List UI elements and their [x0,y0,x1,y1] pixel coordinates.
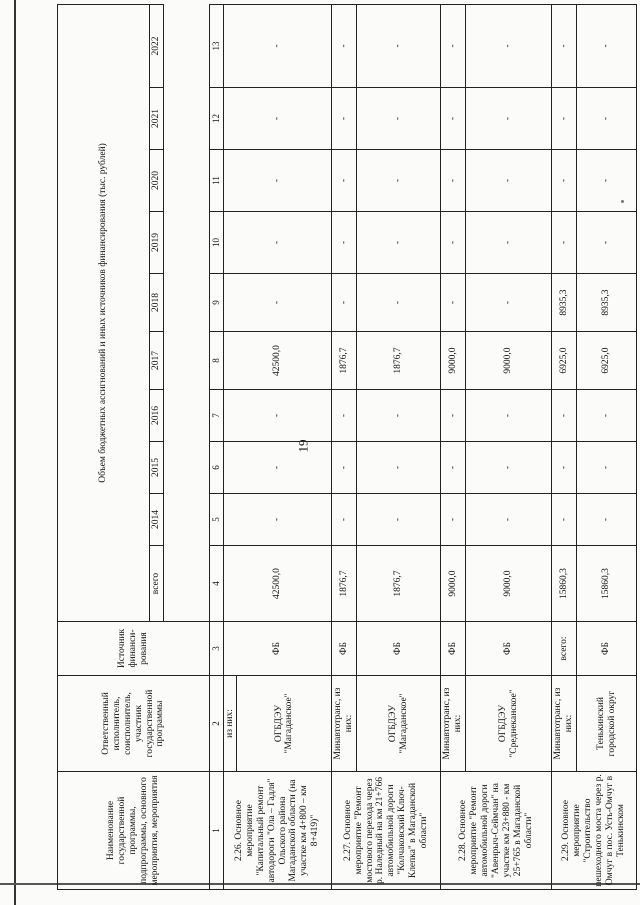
row-value: - [441,494,466,546]
row-value: 6925,0 [552,332,577,390]
table-row-summary [441,4,466,889]
rotated-table-container [57,5,637,890]
header-year: 2019 [150,212,164,274]
row-value: - [552,442,577,494]
row-value: - [441,4,466,87]
row-executor: Тенькинский городской округ [577,676,637,772]
row-value: - [441,88,466,150]
row-source: ФБ [577,622,637,676]
column-number-row [210,4,223,889]
row-value: 1876,7 [357,332,441,390]
row-value: - [552,212,577,274]
row-value: - [332,442,357,494]
row-value: - [577,390,637,442]
row-value: - [332,212,357,274]
table-row [466,4,552,889]
header-executor: Ответственный исполнитель, соисполнитель, участник государственной программы [58,676,210,772]
column-number: 7 [210,390,223,442]
column-number: 9 [210,274,223,332]
row-source: ФБ [332,622,357,676]
header-year: 2017 [150,332,164,390]
binding-edge-line [14,0,16,905]
row-value: - [441,212,466,274]
table-row-summary [552,4,577,889]
row-value: 1876,7 [332,546,357,622]
row-value: 9000,0 [466,332,552,390]
row-value: - [332,4,357,87]
table-row [357,4,441,889]
row-executor: Минавтотранс, из них: [332,676,357,772]
row-value: 15860,3 [577,546,637,622]
row-value: - [223,274,332,332]
row-executor: ОГБДЭУ "Среднеканское" [466,676,552,772]
row-value: - [441,390,466,442]
row-value: - [357,494,441,546]
row-value: - [332,88,357,150]
column-number: 10 [210,212,223,274]
column-number: 6 [210,442,223,494]
row-value: 9000,0 [441,332,466,390]
row-value: - [223,88,332,150]
row-value: - [552,494,577,546]
row-value: 8935,3 [577,274,637,332]
row-value: - [357,274,441,332]
header-name: Наименование государственной программы, подпрограммы, основного мероприятия, мероприятия [58,772,210,890]
row-name: 2.27. Основное мероприятие "Ремонт мостового перехода через р. Наледный на км 21+766 автомобильной дороги "Колчаковский Ключ-Клепка" в Магаданской области" [332,772,441,890]
row-value: - [223,442,332,494]
header-row-1 [58,4,150,889]
column-number: 8 [210,332,223,390]
header-year: 2014 [150,494,164,546]
row-source: всего: [552,622,577,676]
row-value: - [577,442,637,494]
row-value: 15860,3 [552,546,577,622]
row-value: - [552,4,577,87]
row-value: - [441,442,466,494]
column-number: 13 [210,4,223,87]
row-value: - [332,494,357,546]
row-value: - [552,88,577,150]
row-value: 42500,0 [223,546,332,622]
row-value: - [223,4,332,87]
row-source: ФБ [466,622,552,676]
header-source: Источник финанси-рования [58,622,210,676]
row-value: - [357,212,441,274]
header-year: 2021 [150,88,164,150]
row-name: 2.29. Основное мероприятие "Строительство пешеходного моста через р. Омчуг в пос. Усть-Омчуг в Тенькинском [552,772,637,890]
row-executor: Минавтотранс, из них: [441,676,466,772]
header-year: 2018 [150,274,164,332]
row-source: ФБ [441,622,466,676]
row-value: 1876,7 [332,332,357,390]
row-value: - [357,442,441,494]
row-value: - [466,4,552,87]
row-executor: ОГБДЭУ "Магаданское" [357,676,441,772]
row-executor: Минавтотранс, из них: [552,676,577,772]
row-value: - [223,494,332,546]
row-value: 9000,0 [441,546,466,622]
row-value: - [357,4,441,87]
column-number: 11 [210,150,223,212]
row-source: ФБ [223,622,332,676]
row-executor: ОГБДЭУ "Магаданское" [237,676,332,772]
row-value: 8935,3 [552,274,577,332]
table-row-summary [332,4,357,889]
row-value: - [441,274,466,332]
row-value: 1876,7 [357,546,441,622]
row-value: - [577,150,637,212]
header-year: 2020 [150,150,164,212]
row-value: - [223,150,332,212]
row-executor: из них: [223,676,237,772]
header-year: 2022 [150,4,164,87]
column-number: 12 [210,88,223,150]
row-value: 6925,0 [577,332,637,390]
row-value: - [357,88,441,150]
row-value: - [223,212,332,274]
row-value: - [466,150,552,212]
column-number: 5 [210,494,223,546]
row-value: - [332,150,357,212]
row-name: 2.28. Основное мероприятие "Ремонт автомобильной дороги "Авенрыч-Сеймчан" на участке км 23+880 - км 25+765 в Магаданской области" [441,772,552,890]
row-value: - [552,150,577,212]
header-total: всего [150,546,164,622]
row-value: - [466,274,552,332]
table-row [577,4,637,889]
column-number: 2 [210,676,223,772]
column-number: 3 [210,622,223,676]
page-number: 19 [295,439,311,453]
row-value: - [441,150,466,212]
row-value: - [332,390,357,442]
row-source: ФБ [357,622,441,676]
row-value: - [466,390,552,442]
column-number: 1 [210,772,223,890]
row-value: - [357,390,441,442]
row-value: - [466,212,552,274]
table-row [223,4,237,889]
row-value: 9000,0 [466,546,552,622]
row-value: 42500,0 [223,332,332,390]
budget-table [57,4,637,890]
row-value: - [577,4,637,87]
row-value: - [577,88,637,150]
header-year: 2016 [150,390,164,442]
row-value: - [332,274,357,332]
row-value: - [466,494,552,546]
row-value: - [552,390,577,442]
row-value: - [466,88,552,150]
row-value: - [223,390,332,442]
column-number: 4 [210,546,223,622]
row-value: - [466,442,552,494]
row-name: 2.26. Основное мероприятие "Капитальный ремонт автодороги "Ола – Гадля" Ольского района Магаданской области (на участке км 4+800 – км 8+419)" [223,772,332,890]
row-value: - [357,150,441,212]
row-value: - [577,212,637,274]
row-value: - [577,494,637,546]
header-year: 2015 [150,442,164,494]
header-funding-group: Объем бюджетных ассигнований и иных источников финансирования (тыс. рублей) [58,4,150,621]
